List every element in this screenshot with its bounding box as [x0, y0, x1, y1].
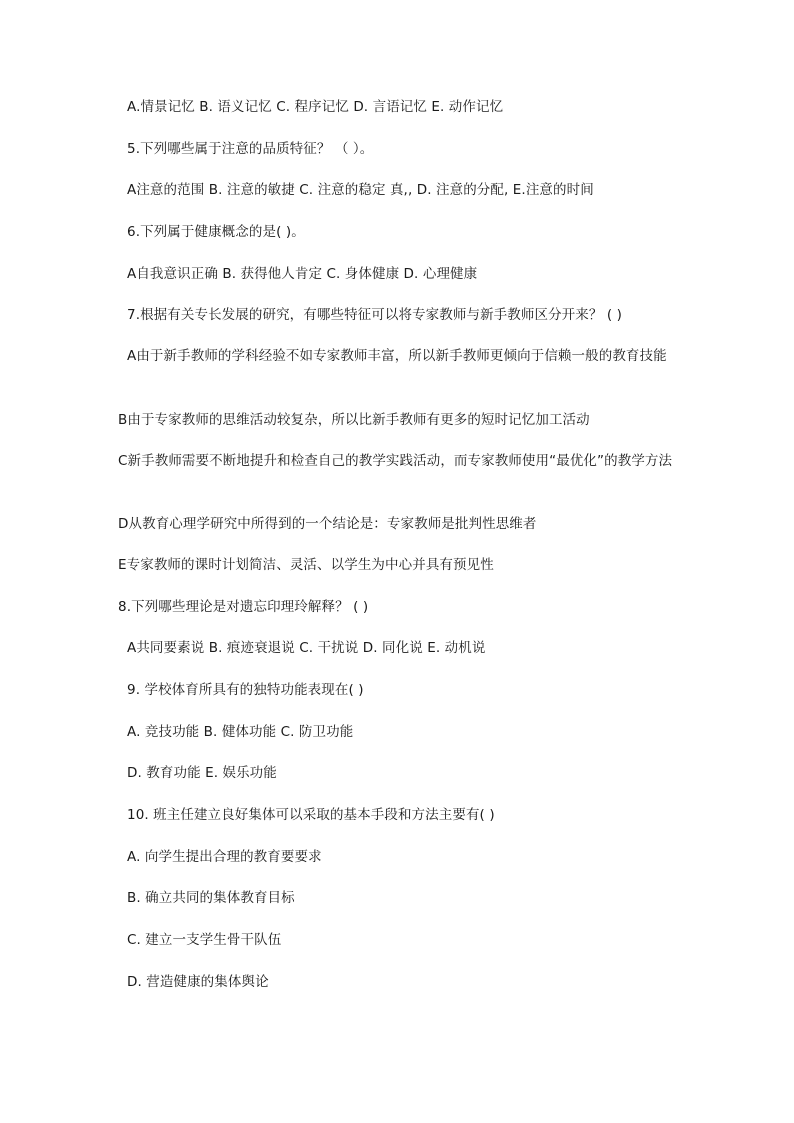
q8-options: A共同要素说 B. 痕迹衰退说 C. 干扰说 D. 同化说 E. 动机说: [127, 640, 486, 656]
q10-option-b: B. 确立共同的集体教育目标: [127, 890, 295, 906]
q6-question: 6.下列属于健康概念的是( )。: [127, 224, 305, 240]
q9-question: 9. 学校体育所具有的独特功能表现在( ): [127, 682, 364, 698]
q7-option-e: E专家教师的课时计划简洁、灵活、以学生为中心并具有预见性: [118, 557, 494, 573]
q10-question: 10. 班主任建立良好集体可以采取的基本手段和方法主要有( ): [127, 807, 495, 823]
q6-options: A自我意识正确 B. 获得他人肯定 C. 身体健康 D. 心理健康: [127, 266, 478, 282]
q7-option-d: D从教育心理学研究中所得到的一个结论是：专家教师是批判性思维者: [118, 516, 537, 532]
q5-question: 5.下列哪些属于注意的品质特征？ （ ）。: [127, 141, 374, 157]
q10-option-a: A. 向学生提出合理的教育要要求: [127, 849, 322, 865]
q7-option-a: A由于新手教师的学科经验不如专家教师丰富，所以新手教师更倾向于信赖一般的教育技能: [127, 348, 667, 364]
q10-option-c: C. 建立一支学生骨干队伍: [127, 932, 282, 948]
q7-option-b: B由于专家教师的思维活动较复杂，所以比新手教师有更多的短时记忆加工活动: [118, 412, 590, 428]
q7-option-c: C新手教师需要不断地提升和检查自己的教学实践活动，而专家教师使用“最优化”的教学方法: [118, 453, 673, 469]
q8-question: 8.下列哪些理论是对遗忘印理玲解释？ ( ): [118, 599, 369, 615]
q7-question: 7.根据有关专长发展的研究，有哪些特征可以将专家教师与新手教师区分开来？ ( ): [127, 307, 622, 323]
q10-option-d: D. 营造健康的集体舆论: [127, 974, 269, 990]
q9-options-row1: A. 竞技功能 B. 健体功能 C. 防卫功能: [127, 724, 354, 740]
q9-options-row2: D. 教育功能 E. 娱乐功能: [127, 765, 277, 781]
q4-options: A.情景记忆 B. 语义记忆 C. 程序记忆 D. 言语记忆 E. 动作记忆: [127, 99, 504, 115]
q5-options: A注意的范围 B. 注意的敏捷 C. 注意的稳定 真,, D. 注意的分配, E.注意的时间: [127, 182, 594, 198]
